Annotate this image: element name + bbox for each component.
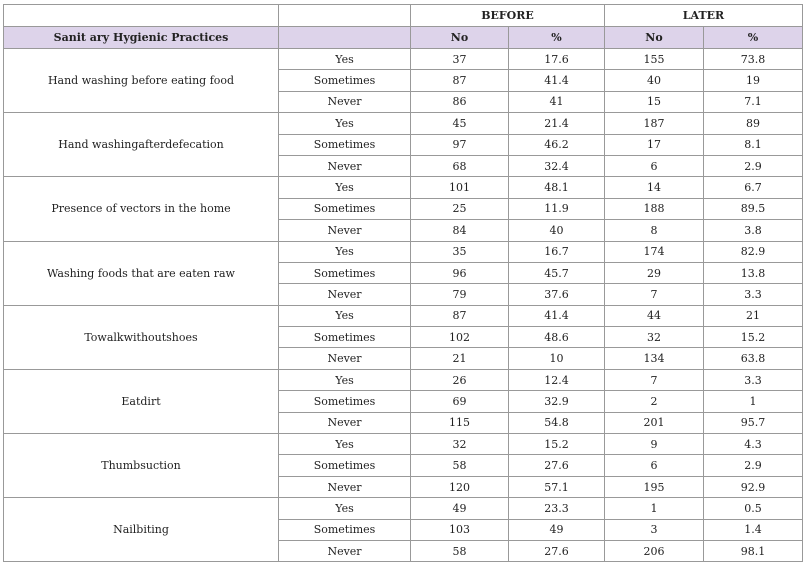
practice-name: Nailbiting [4, 498, 279, 562]
practice-column-header: Sanit ary Hygienic Practices [4, 27, 279, 49]
before-pct-cell: 37.6 [509, 284, 605, 305]
later-pct-cell: 15.2 [704, 327, 803, 348]
answer-cell: Never [279, 348, 411, 369]
practice-name: Hand washing before eating food [4, 49, 279, 113]
later-pct-cell: 89 [704, 113, 803, 134]
practice-name: Eatdirt [4, 369, 279, 433]
before-pct-cell: 57.1 [509, 476, 605, 497]
before-pct-cell: 32.9 [509, 391, 605, 412]
later-pct-cell: 2.9 [704, 155, 803, 176]
later-no-cell: 15 [605, 91, 704, 112]
before-pct-cell: 54.8 [509, 412, 605, 433]
answer-cell: Yes [279, 177, 411, 198]
table-row [4, 369, 803, 390]
before-no-cell: 69 [411, 391, 509, 412]
table-body [4, 49, 803, 562]
before-no-cell: 103 [411, 519, 509, 540]
later-pct-cell: 0.5 [704, 498, 803, 519]
before-pct-cell: 15.2 [509, 434, 605, 455]
before-pct-cell: 12.4 [509, 369, 605, 390]
later-no-cell: 2 [605, 391, 704, 412]
answer-cell: Never [279, 412, 411, 433]
before-header: BEFORE [411, 5, 605, 27]
later-no-cell: 3 [605, 519, 704, 540]
later-pct-cell: 13.8 [704, 262, 803, 283]
answer-cell: Never [279, 476, 411, 497]
later-no-cell: 40 [605, 70, 704, 91]
before-no-cell: 58 [411, 540, 509, 561]
later-pct-cell: 7.1 [704, 91, 803, 112]
before-no-cell: 37 [411, 49, 509, 70]
later-no-cell: 7 [605, 284, 704, 305]
later-pct-cell: 2.9 [704, 455, 803, 476]
answer-cell: Never [279, 155, 411, 176]
answer-cell: Never [279, 540, 411, 561]
later-pct-cell: 4.3 [704, 434, 803, 455]
before-no-cell: 68 [411, 155, 509, 176]
answer-cell: Sometimes [279, 327, 411, 348]
later-no-cell: 188 [605, 198, 704, 219]
before-pct-cell: 21.4 [509, 113, 605, 134]
practice-name: Towalkwithoutshoes [4, 305, 279, 369]
later-pct-cell: 98.1 [704, 540, 803, 561]
table-row [4, 241, 803, 262]
later-no-header: No [605, 27, 704, 49]
answer-cell: Yes [279, 498, 411, 519]
answer-cell: Sometimes [279, 455, 411, 476]
header-row-top [4, 5, 803, 27]
later-pct-cell: 89.5 [704, 198, 803, 219]
table-row [4, 434, 803, 455]
later-header: LATER [605, 5, 803, 27]
before-pct-cell: 16.7 [509, 241, 605, 262]
later-pct-cell: 92.9 [704, 476, 803, 497]
practice-name: Thumbsuction [4, 434, 279, 498]
before-pct-cell: 40 [509, 220, 605, 241]
answer-cell: Yes [279, 434, 411, 455]
before-pct-cell: 10 [509, 348, 605, 369]
later-no-cell: 6 [605, 155, 704, 176]
before-pct-cell: 11.9 [509, 198, 605, 219]
before-no-cell: 97 [411, 134, 509, 155]
later-no-cell: 206 [605, 540, 704, 561]
before-pct-cell: 27.6 [509, 540, 605, 561]
table-row [4, 49, 803, 70]
later-no-cell: 7 [605, 369, 704, 390]
later-no-cell: 155 [605, 49, 704, 70]
before-pct-cell: 17.6 [509, 49, 605, 70]
later-no-cell: 134 [605, 348, 704, 369]
answer-cell: Yes [279, 241, 411, 262]
later-pct-cell: 1 [704, 391, 803, 412]
answer-cell: Sometimes [279, 198, 411, 219]
before-pct-cell: 48.1 [509, 177, 605, 198]
practice-name: Hand washingafterdefecation [4, 113, 279, 177]
before-no-cell: 96 [411, 262, 509, 283]
later-pct-cell: 95.7 [704, 412, 803, 433]
later-pct-cell: 63.8 [704, 348, 803, 369]
later-pct-cell: 3.3 [704, 284, 803, 305]
practice-name: Washing foods that are eaten raw [4, 241, 279, 305]
before-pct-cell: 49 [509, 519, 605, 540]
before-pct-cell: 45.7 [509, 262, 605, 283]
later-pct-cell: 73.8 [704, 49, 803, 70]
later-no-cell: 8 [605, 220, 704, 241]
header-empty-cell [279, 27, 411, 49]
later-pct-header: % [704, 27, 803, 49]
before-no-cell: 102 [411, 327, 509, 348]
later-pct-cell: 19 [704, 70, 803, 91]
answer-cell: Sometimes [279, 262, 411, 283]
later-no-cell: 174 [605, 241, 704, 262]
header-empty-cell [4, 5, 279, 27]
later-no-cell: 1 [605, 498, 704, 519]
later-pct-cell: 3.3 [704, 369, 803, 390]
answer-cell: Yes [279, 49, 411, 70]
answer-cell: Yes [279, 369, 411, 390]
before-pct-cell: 27.6 [509, 455, 605, 476]
before-pct-cell: 41.4 [509, 305, 605, 326]
answer-cell: Yes [279, 113, 411, 134]
later-no-cell: 6 [605, 455, 704, 476]
header-empty-cell [279, 5, 411, 27]
practice-name: Presence of vectors in the home [4, 177, 279, 241]
before-no-cell: 87 [411, 305, 509, 326]
before-pct-cell: 41.4 [509, 70, 605, 91]
later-no-cell: 187 [605, 113, 704, 134]
before-no-cell: 32 [411, 434, 509, 455]
before-no-cell: 21 [411, 348, 509, 369]
later-no-cell: 32 [605, 327, 704, 348]
before-pct-cell: 48.6 [509, 327, 605, 348]
before-pct-cell: 41 [509, 91, 605, 112]
table-row [4, 498, 803, 519]
later-pct-cell: 6.7 [704, 177, 803, 198]
answer-cell: Never [279, 91, 411, 112]
later-no-cell: 29 [605, 262, 704, 283]
later-no-cell: 14 [605, 177, 704, 198]
answer-cell: Yes [279, 305, 411, 326]
later-no-cell: 44 [605, 305, 704, 326]
later-no-cell: 9 [605, 434, 704, 455]
before-no-cell: 58 [411, 455, 509, 476]
later-pct-cell: 82.9 [704, 241, 803, 262]
answer-cell: Sometimes [279, 391, 411, 412]
later-no-cell: 201 [605, 412, 704, 433]
answer-cell: Never [279, 284, 411, 305]
before-no-cell: 25 [411, 198, 509, 219]
before-no-cell: 79 [411, 284, 509, 305]
before-no-cell: 35 [411, 241, 509, 262]
before-no-cell: 86 [411, 91, 509, 112]
before-pct-header: % [509, 27, 605, 49]
header-row-sub [4, 27, 803, 49]
before-pct-cell: 32.4 [509, 155, 605, 176]
table-row [4, 113, 803, 134]
before-no-cell: 49 [411, 498, 509, 519]
before-no-header: No [411, 27, 509, 49]
answer-cell: Sometimes [279, 70, 411, 91]
before-no-cell: 101 [411, 177, 509, 198]
before-pct-cell: 46.2 [509, 134, 605, 155]
later-pct-cell: 3.8 [704, 220, 803, 241]
table-row [4, 177, 803, 198]
later-no-cell: 195 [605, 476, 704, 497]
later-pct-cell: 21 [704, 305, 803, 326]
table-row [4, 305, 803, 326]
later-pct-cell: 8.1 [704, 134, 803, 155]
before-no-cell: 87 [411, 70, 509, 91]
later-pct-cell: 1.4 [704, 519, 803, 540]
answer-cell: Sometimes [279, 134, 411, 155]
before-no-cell: 84 [411, 220, 509, 241]
before-no-cell: 26 [411, 369, 509, 390]
later-no-cell: 17 [605, 134, 704, 155]
answer-cell: Never [279, 220, 411, 241]
before-pct-cell: 23.3 [509, 498, 605, 519]
before-no-cell: 45 [411, 113, 509, 134]
answer-cell: Sometimes [279, 519, 411, 540]
before-no-cell: 120 [411, 476, 509, 497]
hygiene-practices-table [3, 4, 803, 562]
before-no-cell: 115 [411, 412, 509, 433]
